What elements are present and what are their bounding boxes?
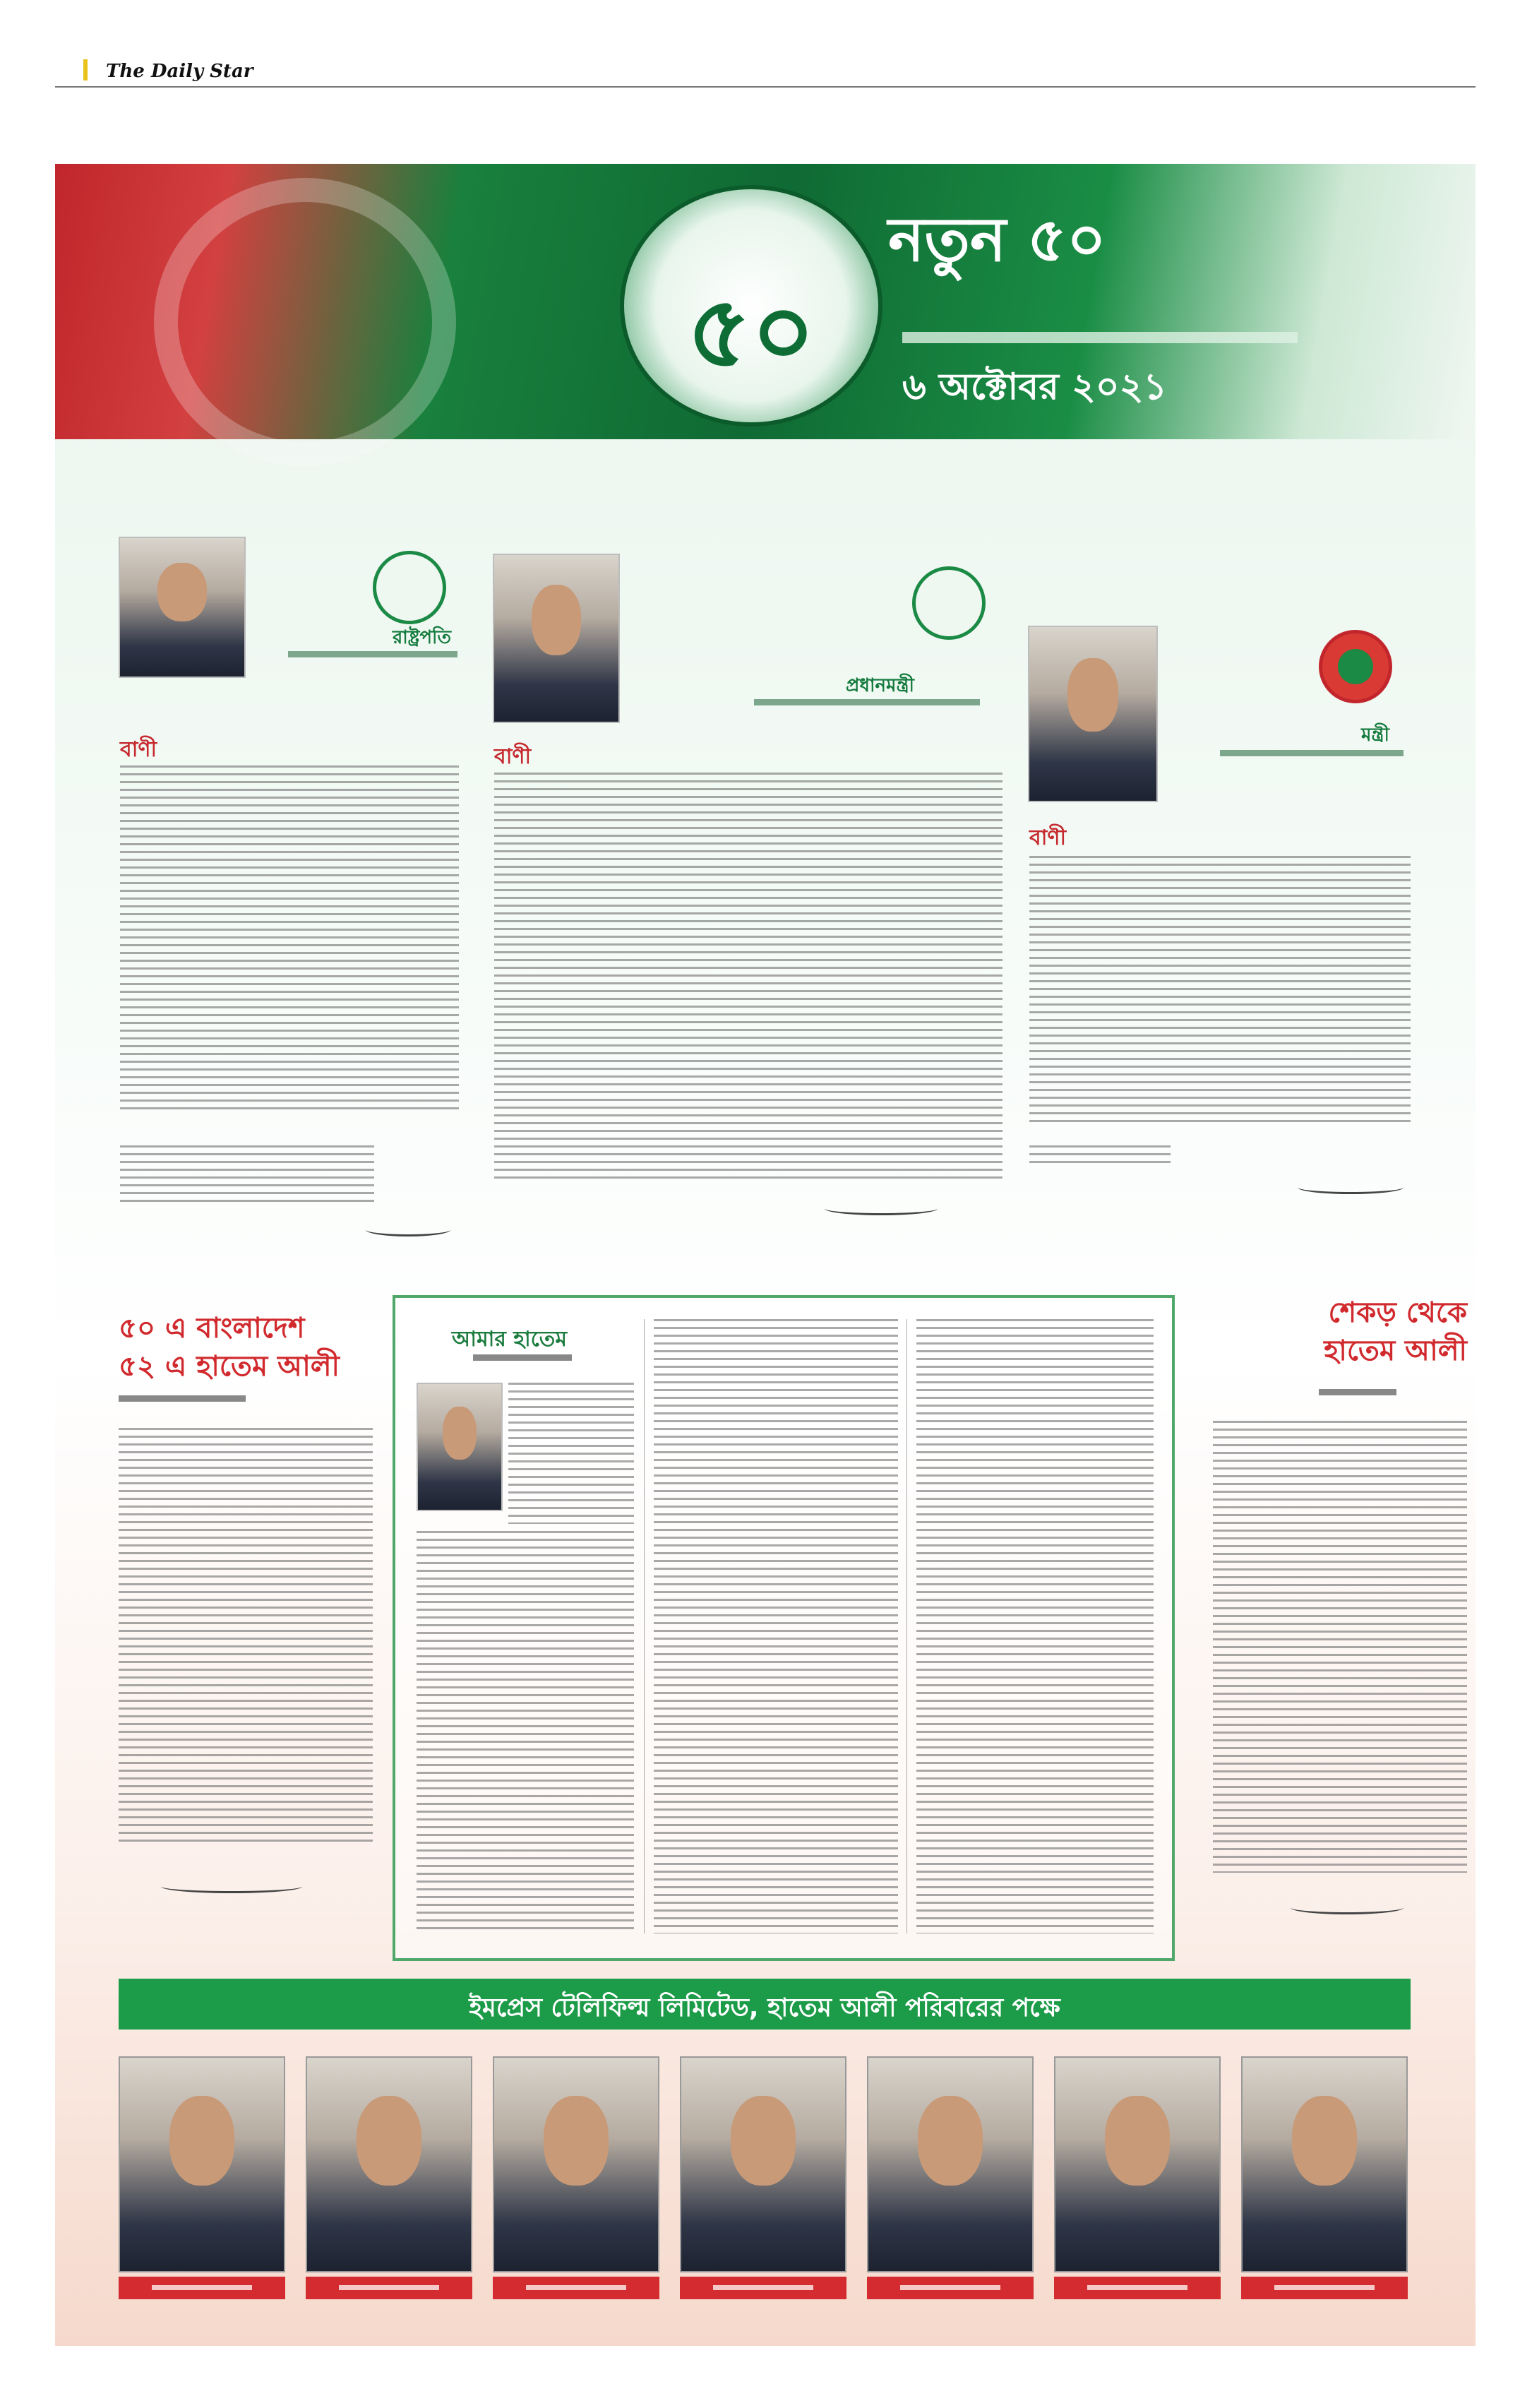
header-accent-bar: [83, 59, 88, 81]
feature-center-author-photo: [417, 1383, 503, 1511]
person-card: [1054, 2056, 1221, 2303]
person-name-label: [306, 2277, 472, 2299]
message-left-seal: [373, 551, 446, 624]
feature-left-title-line2: ৫২ এ হাতেম আলী: [119, 1350, 340, 1383]
person-name-label: [1054, 2277, 1221, 2299]
feature-center-col2-body: [654, 1319, 898, 1933]
feature-center-article: [393, 1295, 1175, 1961]
feature-left-byline: [119, 1395, 246, 1402]
person-card: [867, 2056, 1034, 2303]
person-card: [680, 2056, 846, 2303]
person-name-label: [119, 2277, 285, 2299]
message-left-role: রাষ্ট্রপতি: [393, 627, 452, 648]
flag-swirl-graphic: [154, 178, 456, 466]
group-banner-text: ইমপ্রেস টেলিফিল্ম লিমিটেড, হাতেম আলী পরিবারের পক্ষে: [469, 1993, 1060, 2022]
message-center-office: [754, 699, 980, 705]
column-divider: [644, 1319, 645, 1933]
message-left-signature: [366, 1223, 450, 1236]
feature-left-title-line1: ৫০ এ বাংলাদেশ: [119, 1312, 305, 1345]
message-right-role: মন্ত্রী: [1361, 725, 1389, 746]
message-right-signature: [1298, 1181, 1404, 1194]
message-center-photo: [493, 554, 620, 723]
anniversary-banner: [55, 164, 1476, 439]
feature-right-title-line2: হাতেম আলী: [1324, 1335, 1467, 1367]
person-card: [119, 2056, 285, 2303]
header-rule: [55, 86, 1476, 88]
message-center-body: [494, 773, 1003, 1182]
message-right-photo: [1028, 626, 1158, 802]
message-right-emblem: [1319, 630, 1392, 703]
person-name-label: [1241, 2277, 1408, 2299]
person-card: [1241, 2056, 1408, 2303]
group-banner: [119, 1979, 1411, 2029]
person-card: [306, 2056, 472, 2303]
message-left-body: [120, 765, 459, 1111]
feature-center-byline: [473, 1354, 572, 1361]
feature-right-body: [1213, 1421, 1467, 1873]
banner-title: নতুন ৫০: [888, 205, 1106, 275]
column-divider: [906, 1319, 907, 1933]
message-center-heading: বাণী: [494, 744, 532, 769]
person-photo: [1241, 2056, 1408, 2272]
feature-right-title: [1262, 1294, 1467, 1370]
feature-right-signature: [1291, 1901, 1404, 1914]
message-center-role: প্রধানমন্ত্রী: [846, 675, 914, 696]
masthead: The Daily Star: [106, 61, 253, 82]
feature-center-title: আমার হাতেম: [452, 1327, 567, 1352]
feature-center-col3-body: [916, 1319, 1154, 1933]
feature-center-col1-intro: [508, 1383, 634, 1524]
message-left-closing: [120, 1145, 374, 1202]
person-photo: [867, 2056, 1034, 2272]
person-name-label: [493, 2277, 659, 2299]
feature-left-signature: [161, 1880, 302, 1893]
person-card: [493, 2056, 659, 2303]
feature-left-title: [119, 1309, 340, 1385]
message-left-photo: [119, 537, 246, 678]
message-left-heading: বাণী: [120, 737, 157, 762]
person-name-label: [867, 2277, 1034, 2299]
message-center-seal: [912, 566, 986, 640]
feature-left-body: [119, 1428, 373, 1844]
emblem-number: ৫০: [687, 275, 815, 390]
person-name-label: [680, 2277, 846, 2299]
person-photo: [306, 2056, 472, 2272]
person-photo: [680, 2056, 846, 2272]
person-photo: [119, 2056, 285, 2272]
message-right-body: [1029, 856, 1411, 1124]
advertisement-page: [55, 164, 1476, 2346]
message-right-heading: বাণী: [1029, 825, 1067, 850]
anniversary-emblem: [620, 185, 882, 427]
person-photo: [1054, 2056, 1221, 2272]
message-right-office: [1220, 750, 1404, 756]
message-right-closing: [1029, 1145, 1171, 1167]
feature-right-title-line1: শেকড় থেকে: [1328, 1297, 1467, 1329]
message-center-signature: [825, 1202, 938, 1215]
feature-center-col1-body: [417, 1531, 634, 1933]
banner-date: ৬ অক্টোবর ২০২১: [902, 366, 1168, 408]
banner-subtitle-text: [902, 332, 1298, 343]
person-photo: [493, 2056, 659, 2272]
message-left-office: [288, 651, 457, 657]
feature-right-byline: [1319, 1389, 1396, 1395]
